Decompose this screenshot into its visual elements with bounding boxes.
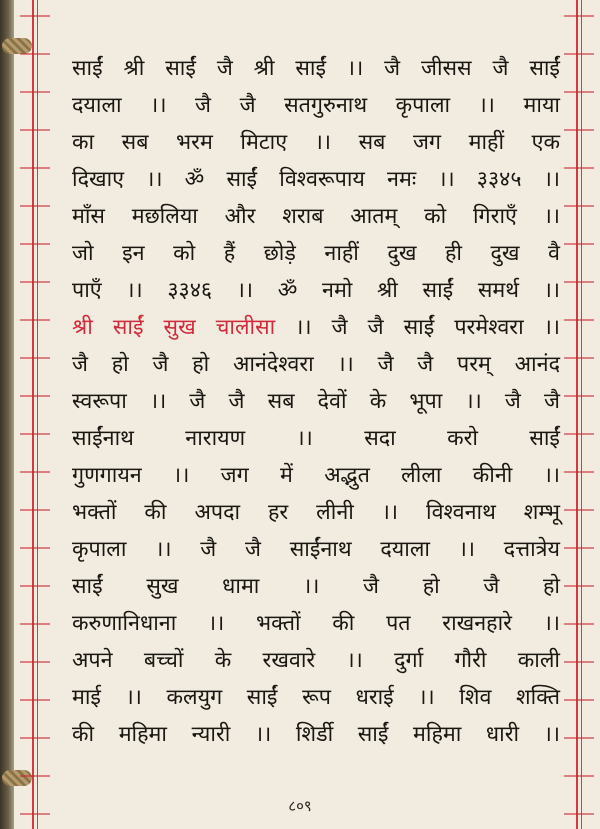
text-line: पाएँ ।। ३३४६ ।। ॐ नमो श्री साईं समर्थ ।।: [72, 278, 560, 303]
text-line: साईं सुख धामा ।। जै हो जै हो: [72, 574, 560, 599]
text-line: भक्तों की अपदा हर लीनी ।। विश्वनाथ शम्भू: [72, 500, 560, 525]
right-ornamental-border: [564, 0, 594, 829]
text-line: जो इन को हैं छोड़े नाहीं दुख ही दुख वै: [72, 241, 560, 266]
left-ornamental-border: [20, 0, 50, 829]
text-line: का सब भरम मिटाए ।। सब जग माहीं एक: [72, 130, 560, 155]
text-line: गुणगायन ।। जग में अद्भुत लीला कीनी ।।: [72, 463, 560, 488]
text-line: अपने बच्चों के रखवारे ।। दुर्गा गौरी काली: [72, 648, 560, 673]
text-line: साईंनाथ नारायण ।। सदा करो साईं: [72, 426, 560, 451]
book-binding: [0, 0, 14, 829]
chalisa-text-block: [72, 50, 560, 753]
heading-line: [72, 309, 560, 346]
text-line: माँस मछलिया और शराब आतम् को गिराएँ ।।: [72, 204, 560, 229]
text-line: स्वरूपा ।। जै जै सब देवों के भूपा ।। जै जै: [72, 389, 560, 414]
text-line: दिखाए ।। ॐ साईं विश्वरूपाय नमः ।। ३३४५ ।।: [72, 167, 560, 192]
text-line: करुणानिधाना ।। भक्तों की पत राखनहारे ।।: [72, 611, 560, 636]
text-line: कृपाला ।। जै जै साईंनाथ दयाला ।। दत्तात्रेय: [72, 537, 560, 562]
text-line: साईं श्री साईं जै श्री साईं ।। जै जीसस जै साईं: [72, 56, 560, 81]
chalisa-heading: श्री साईं सुख चालीसा: [72, 315, 276, 340]
text-line: की महिमा न्यारी ।। शिर्डी साईं महिमा धारी ।।: [72, 722, 560, 747]
text-line: दयाला ।। जै जै सतगुरुनाथ कृपाला ।। माया: [72, 93, 560, 118]
text-line: माई ।। कलयुग साईं रूप धराई ।। शिव शक्ति: [72, 685, 560, 710]
text-line: जै हो जै हो आनंदेश्वरा ।। जै जै परम् आनंद: [72, 352, 560, 377]
heading-line-rest: ।। जै जै साईं परमेश्वरा ।।: [275, 315, 560, 340]
page-number: ८०९: [288, 797, 312, 815]
